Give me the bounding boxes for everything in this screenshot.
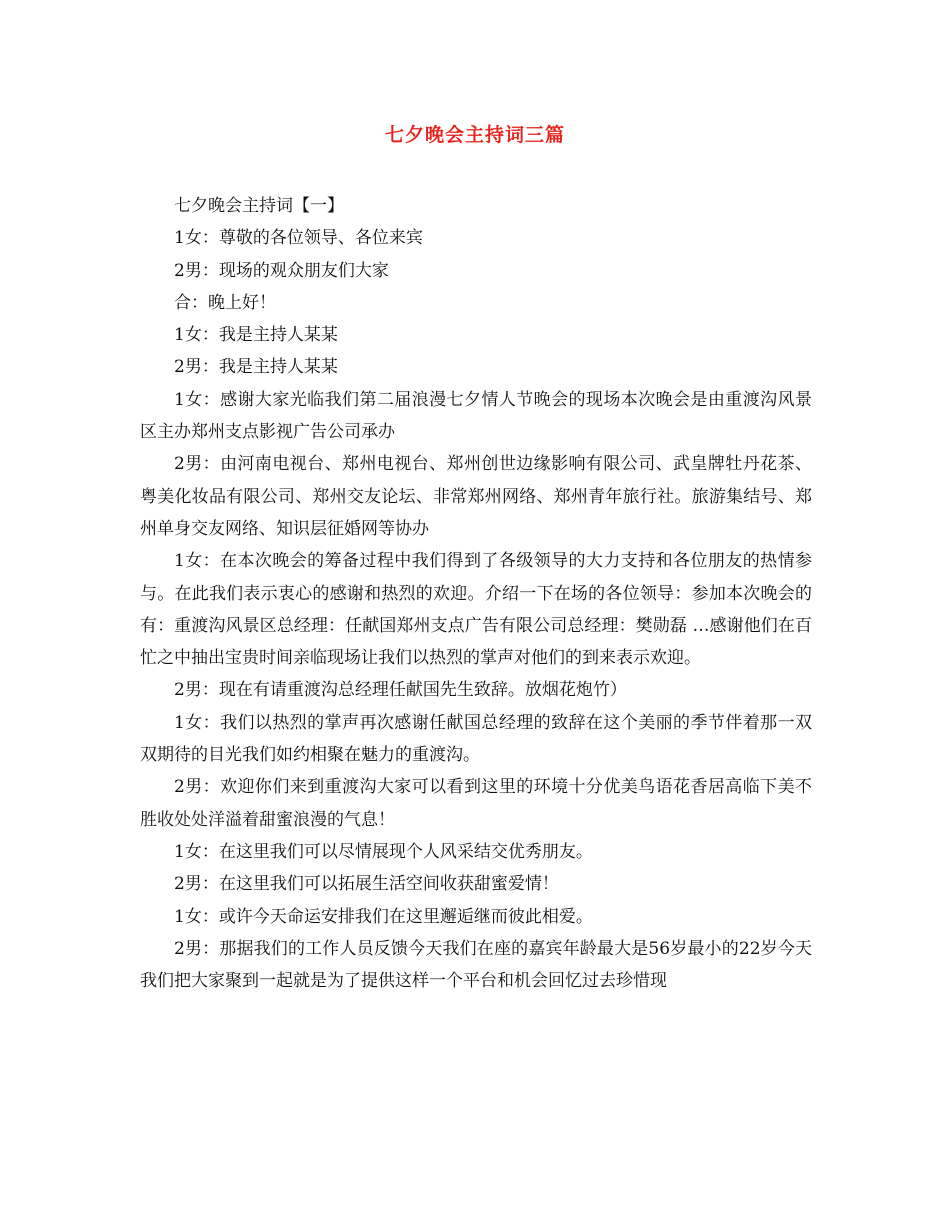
paragraph: 合：晚上好！ (174, 292, 276, 313)
paragraph-section-heading: 七夕晚会主持词【一】 (174, 196, 344, 216)
paragraph: 2男：我是主持人某某 (174, 357, 338, 378)
document-body (140, 190, 812, 997)
paragraph: 2男：现在有请重渡沟总经理任献国先生致辞。放烟花炮竹） (174, 680, 627, 701)
paragraph: 1女：我们以热烈的掌声再次感谢任献国总经理的致辞在这个美丽的季节伴着那一双双期待的目光我们如约相聚在魅力的重渡沟。 (140, 712, 812, 766)
paragraph: 2男：由河南电视台、郑州电视台、郑州创世边缘影响有限公司、武皇牌牡丹花茶、粤美化妆品有限公司、郑州交友论坛、非常郑州网络、郑州青年旅行社。旅游集结号、郑州单身交友网络、知识层征婚网等协办 (140, 454, 812, 539)
paragraph: 1女：我是主持人某某 (174, 325, 338, 346)
paragraph: 2男：欢迎你们来到重渡沟大家可以看到这里的环境十分优美鸟语花香居高临下美不胜收处处洋溢着甜蜜浪漫的气息！ (140, 777, 812, 830)
paragraph: 2男：现场的观众朋友们大家 (174, 260, 389, 281)
document-title: 七夕晚会主持词三篇 (384, 124, 565, 146)
paragraph: 2男：在这里我们可以拓展生活空间收获甜蜜爱情！ (174, 874, 559, 895)
paragraph: 1女：尊敬的各位领导、各位来宾 (174, 228, 423, 249)
paragraph: 1女：感谢大家光临我们第二届浪漫七夕情人节晚会的现场本次晚会是由重渡沟风景区主办郑州支点影视广告公司承办 (140, 389, 812, 443)
paragraph: 2男：那据我们的工作人员反馈今天我们在座的嘉宾年龄最大是56岁最小的22岁今天我们把大家聚到一起就是为了提供这样一个平台和机会回忆过去珍惜现 (140, 938, 812, 992)
paragraph: 1女：或许今天命运安排我们在这里邂逅继而彼此相爱。 (174, 906, 593, 927)
paragraph: 1女：在这里我们可以尽情展现个人风采结交优秀朋友。 (174, 841, 593, 862)
paragraph: 1女：在本次晚会的筹备过程中我们得到了各级领导的大力支持和各位朋友的热情参与。在此我们表示衷心的感谢和热烈的欢迎。介绍一下在场的各位领导：参加本次晚会的有：重渡沟风景区总经理：任献国郑州支点广告有限公司总经理：樊勋磊 …感谢他们在百忙之中抽出宝贵时间亲临现场让我们以热烈的掌声对他们的到来表示欢迎。 (140, 551, 812, 669)
